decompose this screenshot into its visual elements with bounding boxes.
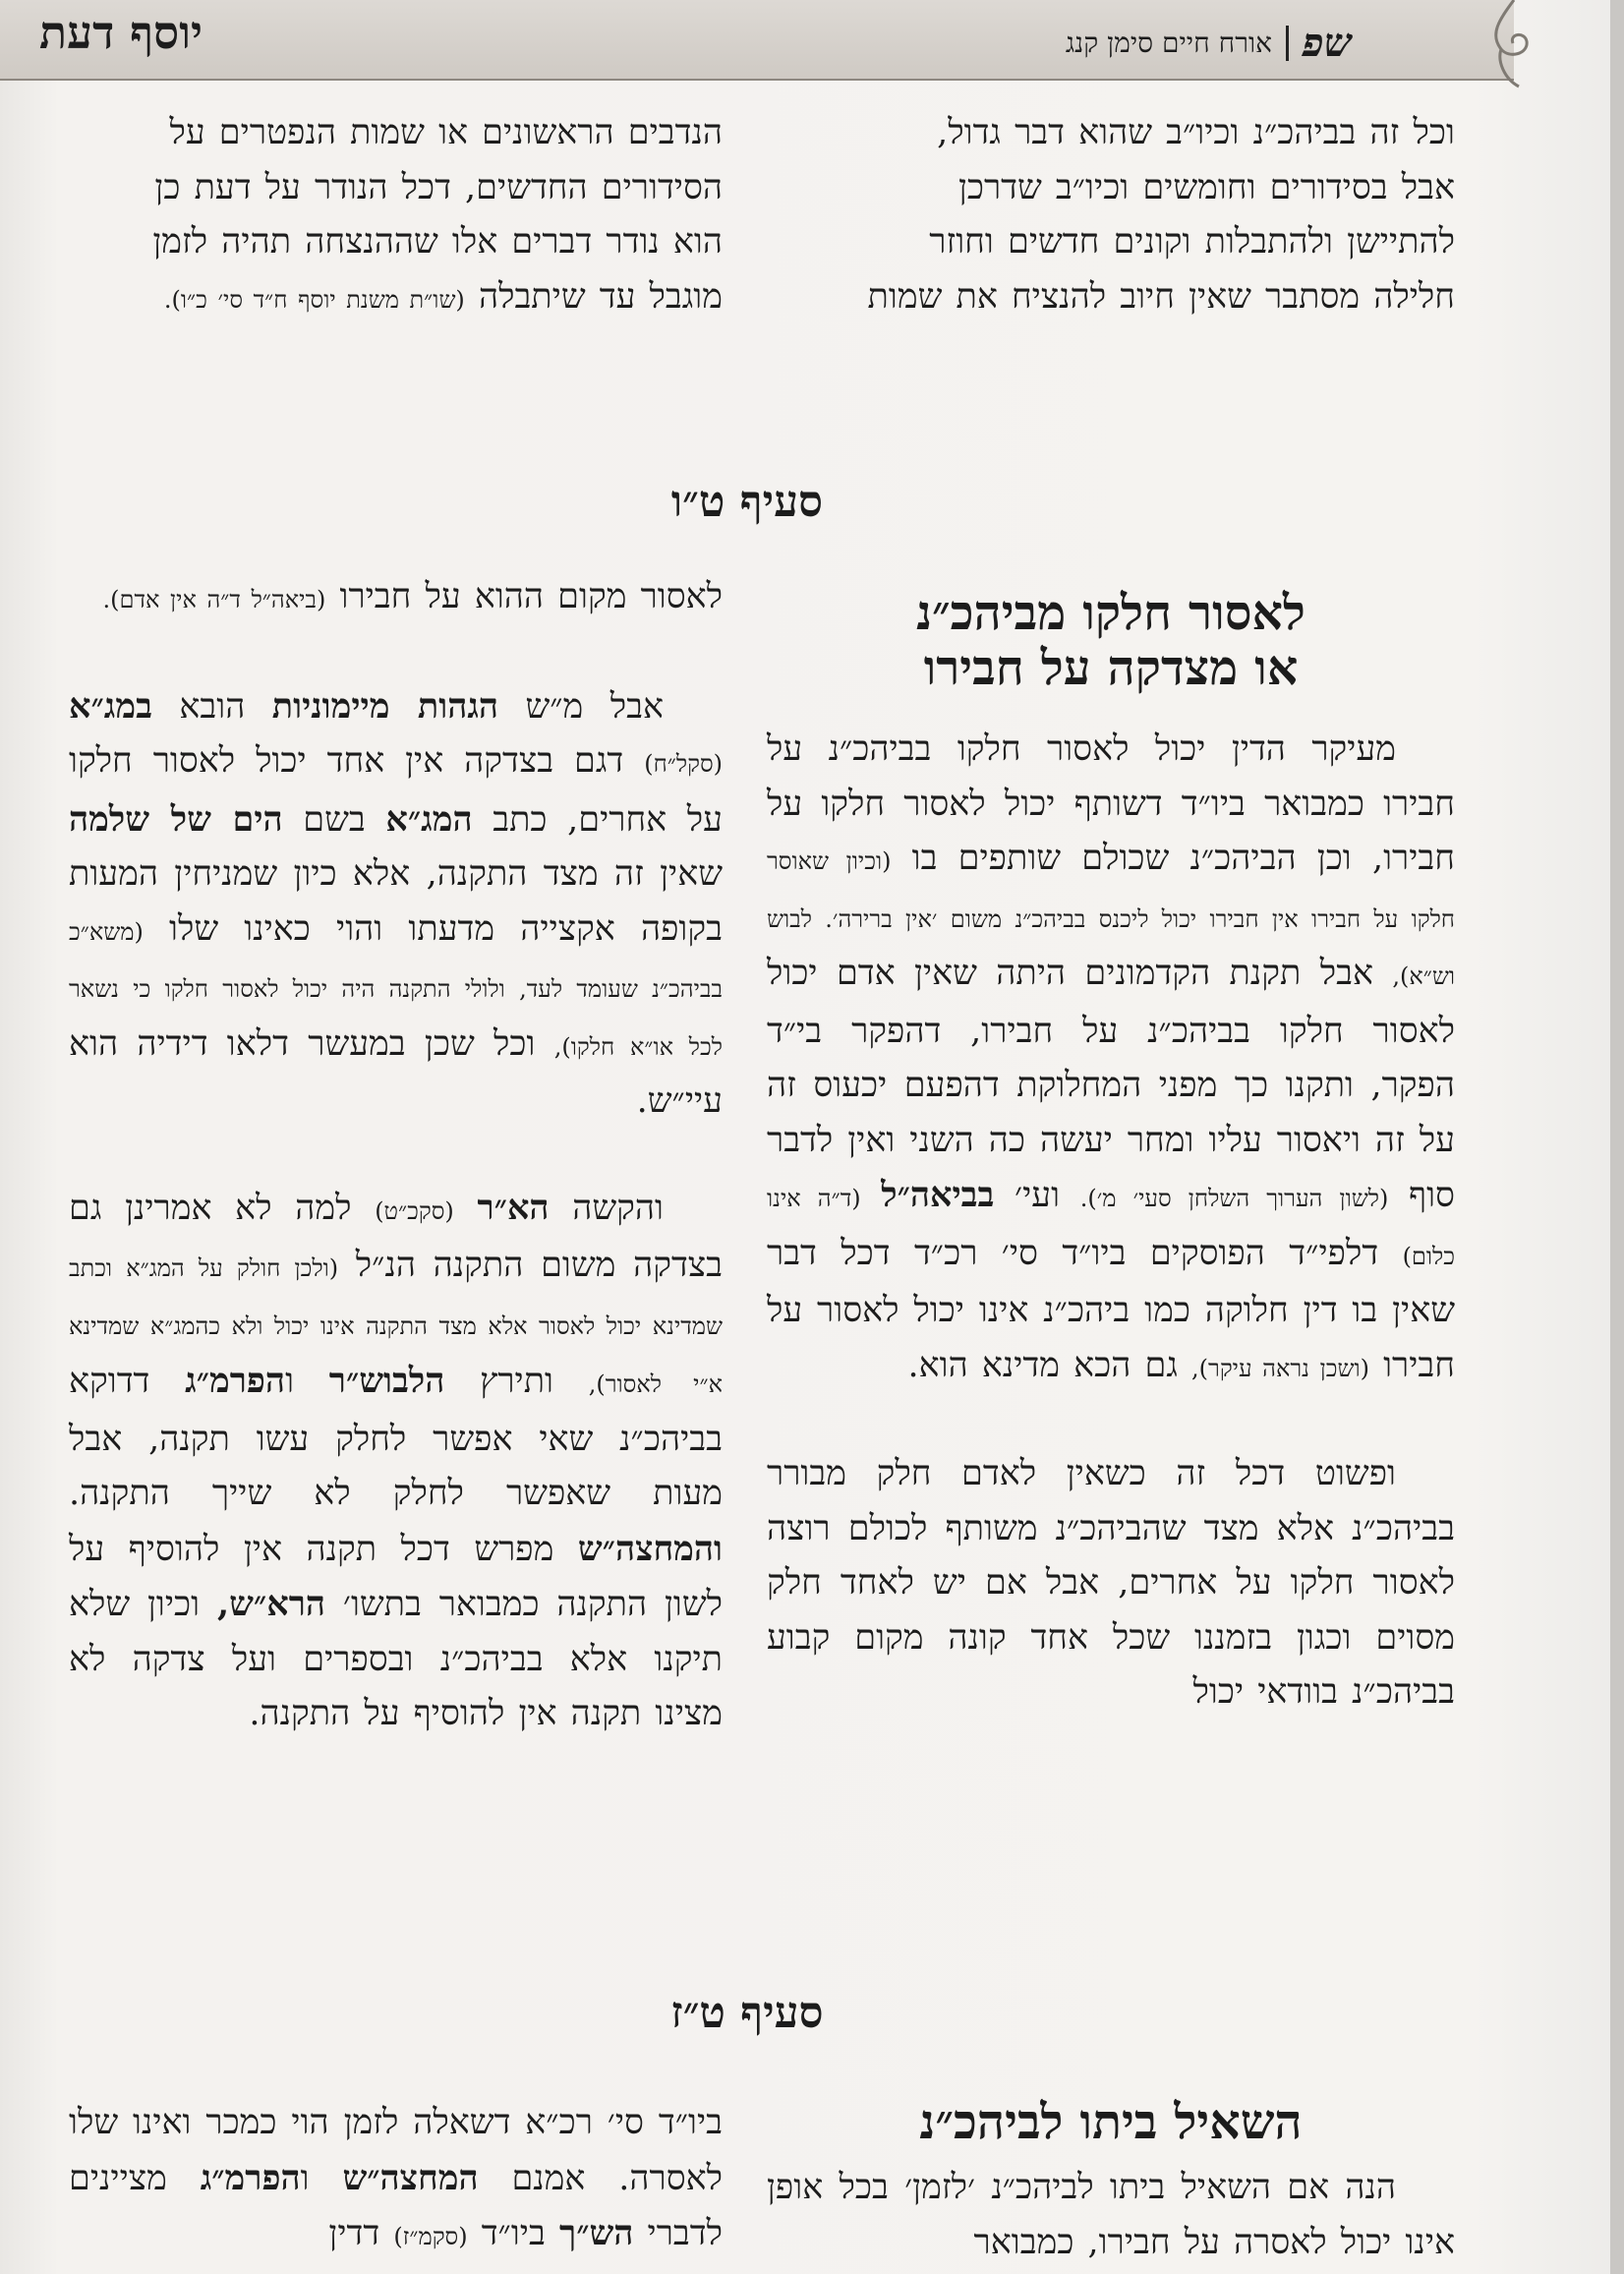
citation: (שו״ת משנת יוסף ח״ד סי׳ כ״ו). [163,285,465,314]
text-run: הובא [179,686,246,727]
source-name: בביאה״ל [881,1175,995,1215]
book-title: יוסף דעת [39,6,203,59]
text-run: למה לא אמרינן גם בצדקה משום התקנה הנ״ל [69,1188,723,1285]
section-heading: סעיף ט״ו [670,477,824,527]
citation: (ולכן חולק על המג״א וכתב שמדינא יכול לאסור אלא מצד התקנה אינו יכול ולא כהמג״א שמדינא א״י לאסור), [69,1254,723,1398]
source-name: המחצה״ש [342,2157,479,2198]
text-run: מפרש דכל תקנה אין להוסיף על לשון התקנה כמבואר בתשו׳ [69,1529,723,1624]
section1-right-column [767,723,1455,1720]
topic-heading: השאיל ביתו לביהכ״נ [919,2093,1303,2150]
text-run: ותירץ [480,1362,554,1401]
text-run: שאין זה מצד התקנה, אלא כיון שמניחין המעות בקופה אקצייה מדעתו והוי כאינו שלו [69,854,723,949]
source-name: הש״ך [559,2213,634,2253]
top-right-line: אבל בסידורים וחומשים וכיו״ב שדרכן [957,167,1455,207]
text-run: ו [285,1362,295,1401]
top-right-line: חלילה מסתבר שאין חיוב להנציח את שמות [867,276,1455,317]
text-run: וכיון שלא תיקנו אלא בביהכ״נ ובספרים ועל צדקה לא מצינו תקנה אין להוסיף על התקנה. [69,1585,723,1733]
header-page-info [1066,20,1352,66]
source-name: במג״א [69,685,152,727]
top-left-line [69,270,723,328]
top-left-column [69,106,723,327]
source-name: הפרמ״ג [200,2157,301,2198]
source-name: הים של שלמה [69,798,283,840]
section1-left-column [69,570,723,1742]
source-name: הלבוש״ר [328,1361,445,1401]
source-name: הא״ר [477,1187,550,1228]
text-run: ו [300,2158,310,2198]
text-run: מוגבל עד שיתבלה [478,276,723,317]
citation: (משא״כ בביהכ״נ שעומד לעד, ולולי התקנה היה יכול לאסור חלקו כי נשאר לכל או״א חלקו), [69,917,723,1061]
citation: (סקכ״ט) [375,1196,454,1225]
paragraph [69,570,723,628]
page-number: שפ [1302,20,1352,66]
text-run: והקשה [572,1188,664,1228]
text-run: בשם [303,799,366,840]
section2-right-column [767,2161,1455,2270]
top-left-line: הוא נודר דברים אלו שההנצחה תהיה לזמן [152,222,723,262]
topic-line: או מצדקה על חבירו [923,639,1299,696]
section-heading: סעיף ט״ז [670,1988,824,2038]
text-run: דלפי״ד הפוסקים ביו״ד סי׳ רכ״ד דכל דבר שאין בו דין חלוקה כמו ביהכ״נ אינו יכול לאסור על חבירו [767,1233,1455,1385]
text-run: ביו״ד סי׳ רכ״א דשאלה לזמן הוי כמכר ואינו שלו לאסרה. אמנם [69,2103,723,2198]
paragraph [69,679,723,1130]
text-run: מציינים לדברי [69,2158,723,2253]
topic-heading [816,585,1406,695]
scroll-ornament-icon [1479,0,1548,88]
text-run: לאסור מקום ההוא על חבירו [339,577,723,616]
text-run: וכל שכן במעשר דלאו דידיה הוא עיי״ש. [69,1023,723,1121]
citation: (סקל״ח) [644,750,723,778]
chapter-ref: אורח חיים סימן קנג [1065,26,1272,59]
citation: (וכיון שאוסר חלקו על חבירו אין חבירו יכול ליכנס בביהכ״נ משום ׳אין ברירה׳. לבוש וש״א), [767,847,1455,990]
citation: (ביאה״ל ד״ה אין אדם). [102,586,326,613]
text-run: אבל מ״ש [525,686,664,727]
top-right-line: להתיישן ולהתבלות וקונים חדשים וחוזר [929,222,1455,262]
paragraph: הנה אם השאיל ביתו לביהכ״נ ׳לזמן׳ בכל אופן אינו יכול לאסרה על חבירו, כמבואר [767,2168,1455,2262]
source-name: המג״א [385,798,473,840]
text-run: ועי׳ [1015,1176,1061,1215]
text-run: דגם בצדקה אין אחד יכול לאסור חלקו על אחרים, כתב [69,741,723,840]
paragraph: ופשוט דכל זה כשאין לאדם חלק מבורר בביהכ״נ אלא מצד שהביהכ״נ משותף לכולם רוצה לאסור חלקו על אחרים, אבל אם יש לאחד חלק מסוים וכגון בזמננו שכל אחד קונה מקום קבוע בביהכ״נ בוודאי יכול [767,1454,1455,1712]
top-left-line: הסידורים החדשים, דכל הנודר על דעת כן [154,167,723,207]
citation: (לשון הערוך השלחן סעי׳ מ׳). [1079,1185,1389,1212]
text-run: דדוקא בביהכ״נ שאי אפשר לחלק עשו תקנה, אבל מעות שאפשר לחלק לא שייך התקנה. [69,1362,723,1513]
topic-line: לאסור חלקו מביהכ״נ [916,584,1305,641]
top-right-line: וכל זה בביהכ״נ וכיו״ב שהוא דבר גדול, [937,113,1455,152]
source-name: והמחצה״ש [577,1528,723,1569]
text-run: אבל תקנת הקדמונים היתה שאין אדם יכול לאסור חלקו בביהכ״נ על חבירו, דהפקר בי״ד הפקר, ותקנו כך מפני המחלוקת דהפעם יכעוס זה על זה ויאסור עליו ומחר יעשה כה השני ואין לדבר סוף [767,954,1455,1215]
text-run: גם הכא מדינא הוא. [907,1345,1178,1385]
citation: (ושכן נראה עיקר), [1191,1354,1369,1382]
text-run: דדין [328,2214,380,2253]
binding-gutter [1610,0,1624,2274]
citation: (ד״ה אינו כלום) [767,1185,1455,1270]
text-run: ביו״ד [481,2214,546,2253]
citation: (סקמ״ז) [393,2223,468,2250]
header-divider [1286,26,1289,61]
section2-left-column [69,2096,723,2265]
source-name: הרא״ש, [216,1584,326,1624]
running-header [0,0,1514,81]
source-name: הפרמ״ג [185,1361,286,1401]
top-right-column [767,106,1455,324]
text-run: מעיקר הדין יכול לאסור חלקו בביהכ״נ על חבירו כמבואר ביו״ד דשותף יכול לאסור חלקו על חבירו, וכן הביהכ״נ שכולם שותפים בו [767,729,1455,878]
paragraph [69,2096,723,2265]
top-left-line: הנדבים הראשונים או שמות הנפטרים על [169,113,723,152]
paragraph [69,1181,723,1742]
source-name: הגהות מיימוניות [271,685,499,727]
paragraph [767,723,1455,1396]
